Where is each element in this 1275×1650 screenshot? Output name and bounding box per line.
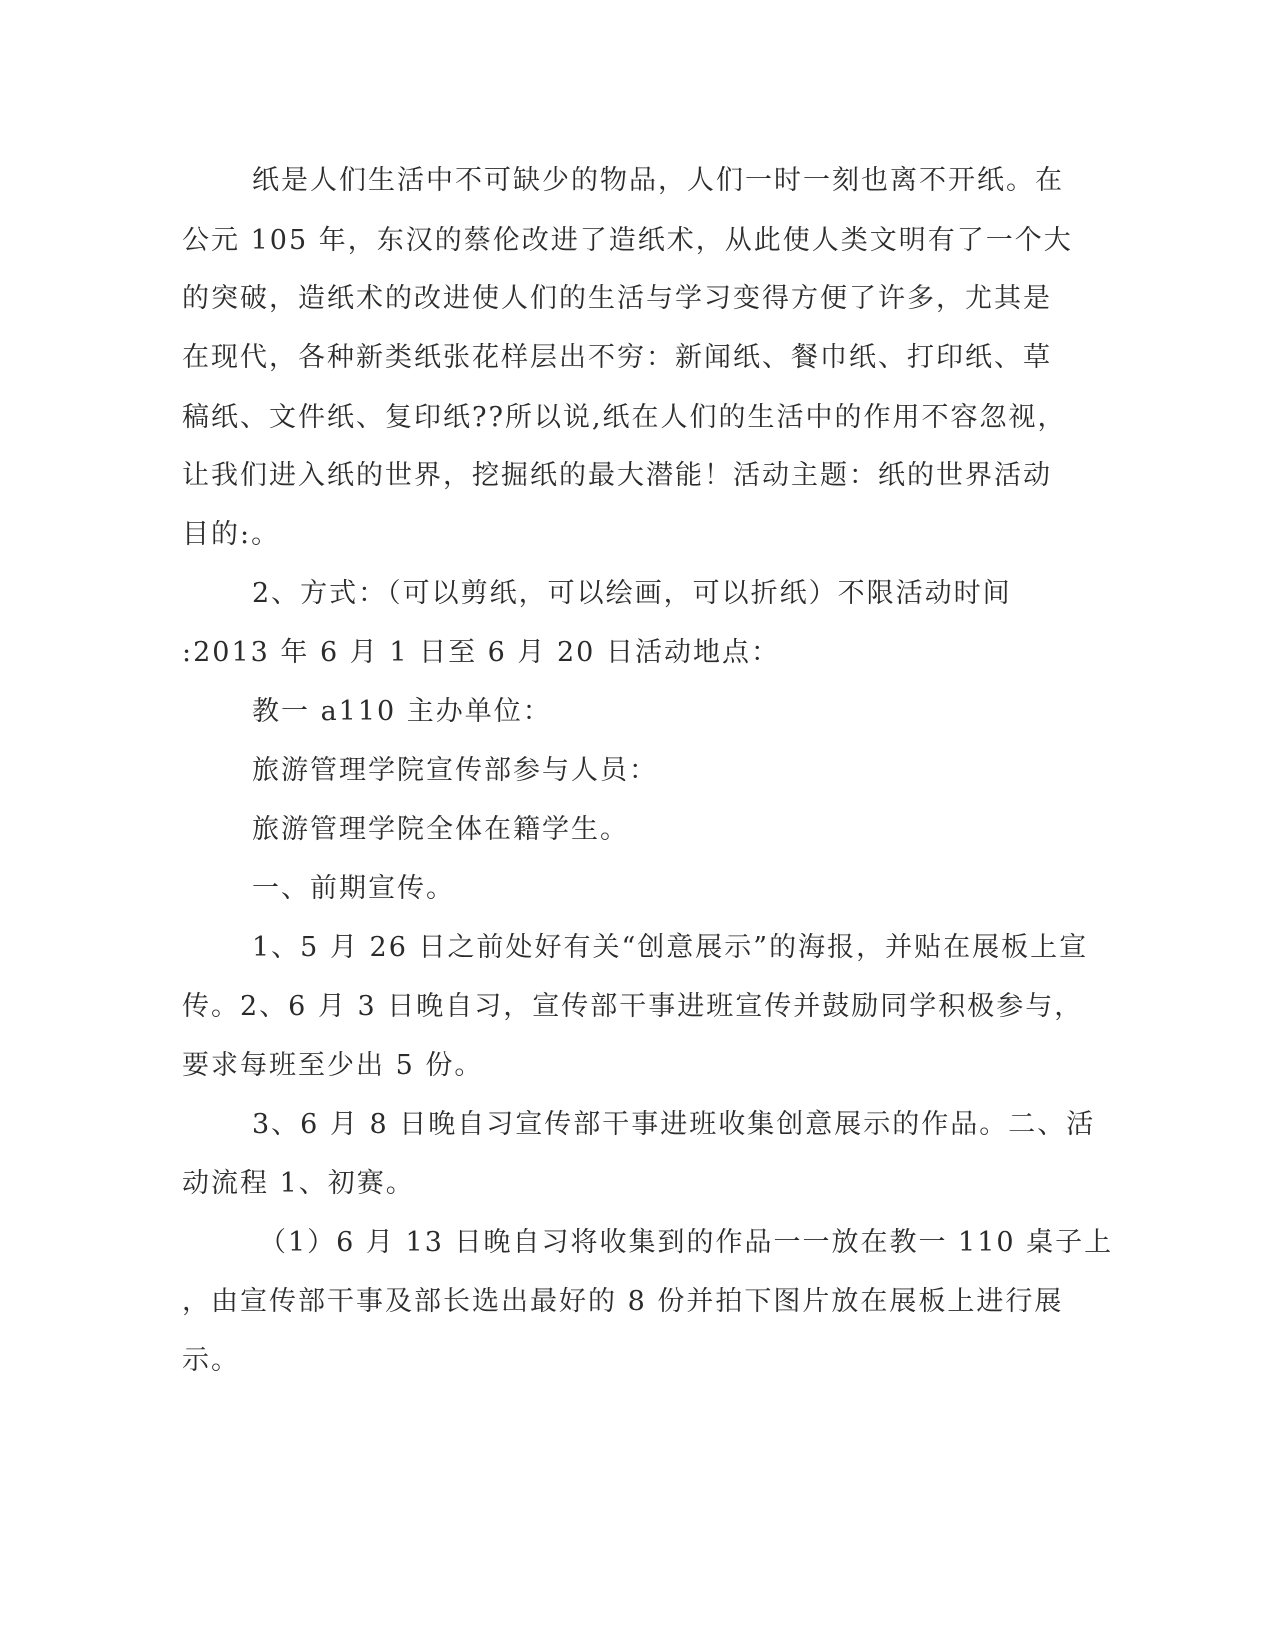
paragraph-line: 3、6 月 8 日晚自习宣传部干事进班收集创意展示的作品。二、活 (252, 1109, 1096, 1140)
paragraph-line: 教一 a110 主办单位： (252, 696, 552, 727)
paragraph-line: 让我们进入纸的世界，挖掘纸的最大潜能！活动主题：纸的世界活动 (182, 460, 1052, 491)
paragraph-line: 1、5 月 26 日之前处好有关“创意展示”的海报，并贴在展板上宣 (252, 932, 1089, 963)
paragraph-line: 纸是人们生活中不可缺少的物品，人们一时一刻也离不开纸。在 (252, 165, 1064, 196)
paragraph-line: 目的:。 (182, 519, 281, 550)
paragraph-line: （1）6 月 13 日晚自习将收集到的作品一一放在教一 110 桌子上 (259, 1227, 1114, 1258)
paragraph-line: 稿纸、文件纸、复印纸??所以说,纸在人们的生活中的作用不容忽视， (182, 402, 1067, 433)
paragraph-line: 传。2、6 月 3 日晚自习，宣传部干事进班宣传并鼓励同学积极参与， (182, 991, 1084, 1022)
paragraph-line: 旅游管理学院全体在籍学生。 (252, 814, 629, 845)
paragraph-line: 的突破，造纸术的改进使人们的生活与学习变得方便了许多，尤其是 (182, 283, 1052, 314)
paragraph-line: 示。 (182, 1345, 240, 1376)
section-heading: 一、前期宣传。 (252, 873, 455, 904)
paragraph-line: 旅游管理学院宣传部参与人员： (252, 755, 658, 786)
paragraph-line: 2、方式：（可以剪纸，可以绘画，可以折纸）不限活动时间 (252, 578, 1012, 609)
paragraph-line: :2013 年 6 月 1 日至 6 月 20 日活动地点： (182, 637, 780, 668)
paragraph-line: 动流程 1、初赛。 (182, 1168, 415, 1199)
paragraph-line: 在现代，各种新类纸张花样层出不穷：新闻纸、餐巾纸、打印纸、草 (182, 342, 1052, 373)
paragraph-line: ，由宣传部干事及部长选出最好的 8 份并拍下图片放在展板上进行展 (182, 1286, 1064, 1317)
paragraph-line: 要求每班至少出 5 份。 (182, 1050, 484, 1081)
paragraph-line: 公元 105 年，东汉的蔡伦改进了造纸术，从此使人类文明有了一个大 (182, 225, 1073, 256)
